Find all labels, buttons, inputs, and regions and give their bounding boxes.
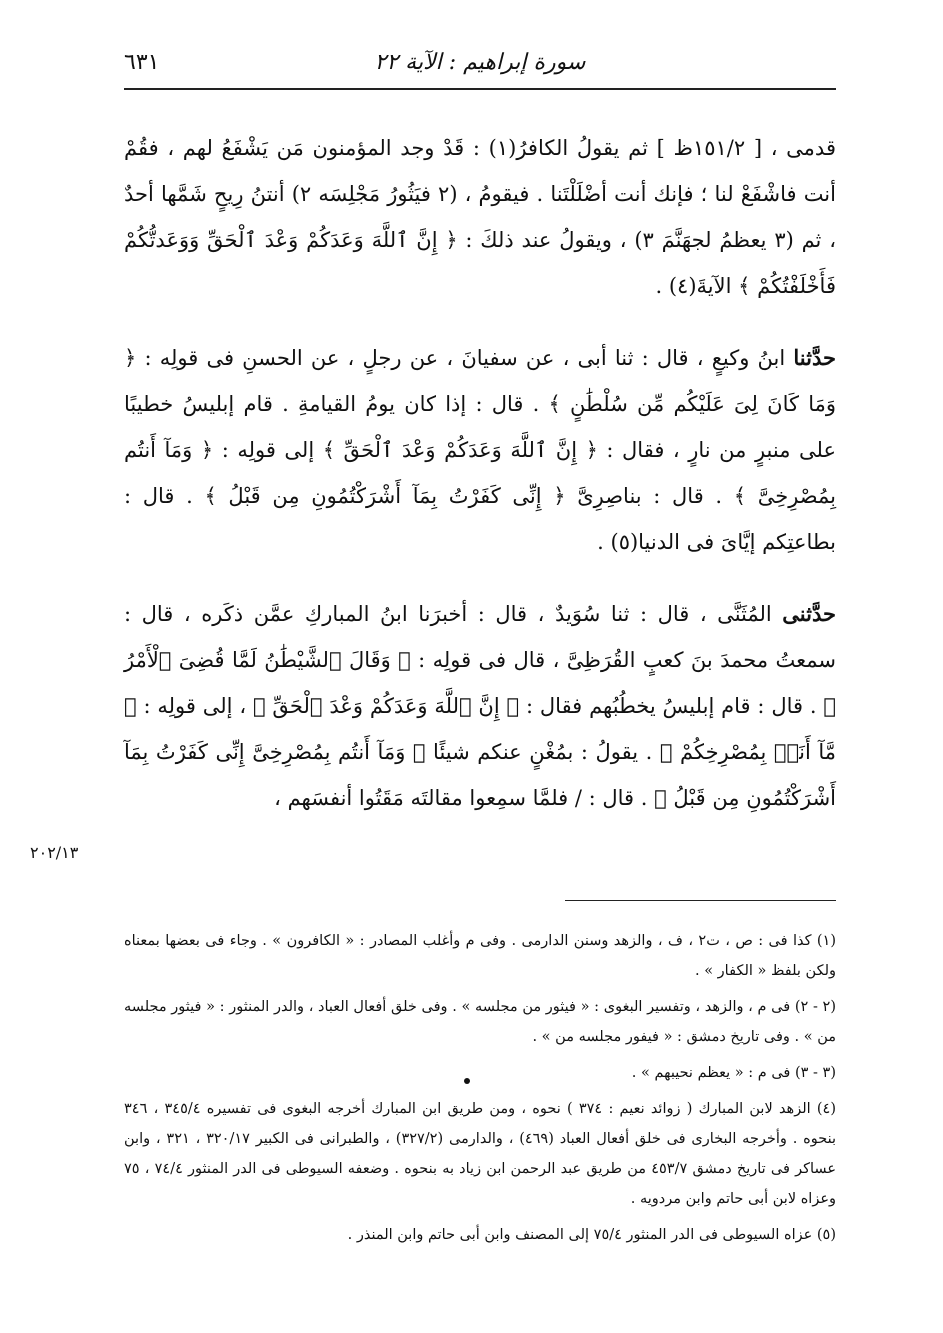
paragraph-text: قدمى ، [ ١٥١/٢ظ ] ثم يقولُ الكافرُ(١) : قَدْ وجد المؤمنون مَن يَشْفَعُ لهم ، فقُمْ أنت فاشْفَعْ لنا ؛ فإنك أنت أضْلَلْتَنا . فيقومُ ، (٢ فيَثُورُ مَجْلِسَه ٢) أنتنُ رِيحٍ شَمَّها أحدٌ ، ثم (٣ يعظمُ لجهَنَّمَ ٣) ، ويقولُ عند ذلكَ : ﴿ إِنَّ ٱللَّهَ وَعَدَكُمْ وَعْدَ ٱلْحَقِّ وَوَعَدتُّكُمْ فَأَخْلَفْتُكُمْ ﴾ الآيةَ(٤) . <box>124 136 836 298</box>
footnotes <box>124 926 836 1256</box>
paragraph <box>124 335 836 565</box>
paragraph-text: ابنُ وكيعٍ ، قال : ثنا أبى ، عن سفيانَ ، عن رجلٍ ، عن الحسنِ فى قولِه : ﴿ وَمَا كَانَ لِىَ عَلَيْكُم مِّن سُلْطَٰنٍ ﴾ . قال : إذا كان يومُ القيامةِ . قام إبليسُ خطيبًا على منبرٍ من نارٍ ، فقال : ﴿ إِنَّ ٱللَّهَ وَعَدَكُمْ وَعْدَ ٱلْحَقِّ ﴾ إلى قولِه : ﴿ وَمَآ أَنتُم بِمُصْرِخِىَّ ﴾ . قال : بناصِرِىَّ ﴿ إِنِّى كَفَرْتُ بِمَآ أَشْرَكْتُمُونِ مِن قَبْلُ ﴾ . قال : بطاعتِكم إيَّاىَ فى الدنيا(٥) . <box>124 346 836 554</box>
footnote: (٤) الزهد لابن المبارك ( زوائد نعيم : ٣٧٤ ) نحوه ، ومن طريق ابن المبارك أخرجه البغوى فى تفسيره ٣٤٥/٤ ، ٣٤٦ بنحوه . وأخرجه البخارى فى خلق أفعال العباد (٤٦٩) ، والدارمى (٣٢٧/٢) ، والطبرانى فى الكبير ٣٢٠/١٧ ، ٣٢١ ، وابن عساكر فى تاريخ دمشق ٤٥٣/٧ من طريق عبد الرحمن ابن زياد به بنحوه . وضعفه السيوطى فى الدر المنثور ٧٤/٤ ، ٧٥ وعزاه لابن أبى حاتم وابن مردويه . <box>124 1101 837 1207</box>
footnote: (٣ - ٣) فى م : « يعظم نحيبهم » . <box>631 1065 836 1081</box>
footnote-divider <box>565 900 836 901</box>
running-title: سورة إبراهيم : الآية ٢٢ <box>374 50 586 75</box>
paragraph-lead: حدَّثنى <box>782 601 836 626</box>
footnote: (٢ - ٢) فى م ، والزهد ، وتفسير البغوى : « فيثور من مجلسه » . وفى خلق أفعال العباد ، والدر المنثور : « فيثور مجلسه من » . وفى تاريخ دمشق : « فيفور مجلسه من » . <box>124 999 836 1045</box>
ink-dot <box>464 1078 470 1084</box>
paragraph-text: المُثَنَّى ، قال : ثنا سُوَيدٌ ، قال : أخبرَنا ابنُ المباركِ عمَّن ذكَره ، قال : سمعتُ محمدَ بنَ كعبٍ القُرَظِىَّ ، قال فى قولِه : ﴿ وَقَالَ ٱلشَّيْطَٰنُ لَمَّا قُضِىَ ٱلْأَمْرُ ﴾ . قال : قام إبليسُ يخطُبُهم فقال : ﴿ إِنَّ ٱللَّهَ وَعَدَكُمْ وَعْدَ ٱلْحَقِّ ﴾ ، إلى قولِه : ﴿ مَّآ أَنَا۠ بِمُصْرِخِكُمْ ﴾ . يقولُ : بمُغْنٍ عنكم شيئًا ﴿ وَمَآ أَنتُم بِمُصْرِخِىَّ إِنِّى كَفَرْتُ بِمَآ أَشْرَكْتُمُونِ مِن قَبْلُ ﴾ . قال : / فلمَّا سمِعوا مقالتَه مَقَتُوا أنفسَهم ، <box>124 602 836 810</box>
margin-reference: ٢٠٢/١٣ <box>30 843 79 862</box>
main-text <box>124 125 836 847</box>
paragraph <box>124 125 836 309</box>
page-number: ٦٣١ <box>124 50 160 75</box>
footnote: (٥) عزاه السيوطى فى الدر المنثور ٧٥/٤ إلى المصنف وابن أبى حاتم وابن المنذر . <box>347 1227 836 1243</box>
footnote: (١) كذا فى : ص ، ت٢ ، ف ، والزهد وسنن الدارمى . وفى م وأغلب المصادر : « الكافرون » . وجاء فى بعضها بمعناه ولكن بلفظ « الكفار » . <box>124 933 837 979</box>
paragraph-lead: حدَّثنا <box>793 345 836 370</box>
page-header <box>124 48 836 90</box>
paragraph <box>124 591 836 821</box>
